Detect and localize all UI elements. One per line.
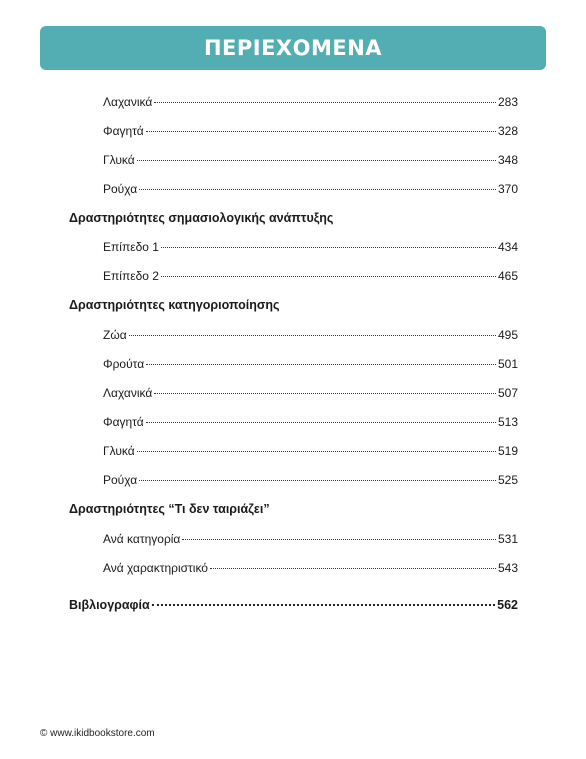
toc-entry-page: 370	[497, 182, 518, 196]
toc-entry-page: 501	[497, 357, 518, 371]
toc-entry-label: Ανά κατηγορία	[103, 532, 181, 546]
toc-entry-page: 328	[497, 124, 518, 138]
toc-entry-label: Λαχανικά	[103, 95, 153, 109]
toc-entry-label: Βιβλιογραφία	[69, 598, 150, 612]
dot-leader	[210, 568, 496, 569]
dot-leader	[137, 451, 496, 452]
toc-entry-bibliography[interactable]	[69, 598, 518, 612]
toc-section-title: Δραστηριότητες “Τι δεν ταιριάζει”	[69, 502, 270, 516]
toc-entry-label: Φρούτα	[103, 357, 145, 371]
toc-entry[interactable]	[103, 328, 518, 342]
toc-entry-page: 525	[497, 473, 518, 487]
toc-entry[interactable]	[103, 415, 518, 429]
toc-entry-label: Λαχανικά	[103, 386, 153, 400]
toc-entry-label: Επίπεδο 2	[103, 269, 159, 283]
toc-entry-page: 434	[497, 240, 518, 254]
toc-entry-label: Φαγητά	[103, 124, 144, 138]
toc-entry[interactable]	[103, 240, 518, 254]
toc-entry-label: Γλυκά	[103, 444, 135, 458]
dot-leader	[139, 189, 496, 190]
toc-entry-label: Ζώα	[103, 328, 127, 342]
toc-entry-page: 513	[497, 415, 518, 429]
dot-leader	[152, 604, 495, 606]
toc-entry-page: 562	[497, 598, 518, 612]
dot-leader	[182, 539, 496, 540]
toc-entry[interactable]	[103, 182, 518, 196]
toc-section-heading	[69, 298, 518, 312]
toc-entry-label: Ρούχα	[103, 473, 138, 487]
toc-entry-label: Ρούχα	[103, 182, 138, 196]
toc-header-banner	[40, 26, 546, 70]
toc-section-title: Δραστηριότητες σημασιολογικής ανάπτυξης	[69, 211, 334, 225]
toc-entry[interactable]	[103, 357, 518, 371]
toc-entry[interactable]	[103, 532, 518, 546]
dot-leader	[146, 422, 496, 423]
toc-entry-page: 465	[497, 269, 518, 283]
dot-leader	[146, 131, 496, 132]
toc-entry[interactable]	[103, 95, 518, 109]
toc-entry[interactable]	[103, 444, 518, 458]
toc-entry-page: 348	[497, 153, 518, 167]
dot-leader	[161, 276, 496, 277]
toc-entry-page: 495	[497, 328, 518, 342]
dot-leader	[154, 102, 496, 103]
dot-leader	[154, 393, 496, 394]
footer-copyright: © www.ikidbookstore.com	[40, 728, 155, 739]
toc-entry-page: 531	[497, 532, 518, 546]
toc-entry-page: 519	[497, 444, 518, 458]
toc-entry-page: 507	[497, 386, 518, 400]
toc-entry[interactable]	[103, 269, 518, 283]
toc-entry-label: Γλυκά	[103, 153, 135, 167]
toc-entry-label: Επίπεδο 1	[103, 240, 159, 254]
toc-section-heading	[69, 211, 518, 225]
toc-entry[interactable]	[103, 153, 518, 167]
toc-entry-label: Φαγητά	[103, 415, 144, 429]
toc-entry-page: 543	[497, 561, 518, 575]
toc-entry[interactable]	[103, 124, 518, 138]
toc-section-title: Δραστηριότητες κατηγοριοποίησης	[69, 298, 280, 312]
toc-entry-page: 283	[497, 95, 518, 109]
dot-leader	[139, 480, 496, 481]
toc-entry[interactable]	[103, 561, 518, 575]
page-title: ΠΕΡΙΕΧΟΜΕΝΑ	[203, 36, 383, 60]
dot-leader	[161, 247, 496, 248]
toc-entry[interactable]	[103, 473, 518, 487]
toc-section-heading	[69, 502, 518, 516]
dot-leader	[137, 160, 496, 161]
dot-leader	[146, 364, 496, 365]
toc-entry[interactable]	[103, 386, 518, 400]
toc-entry-label: Ανά χαρακτηριστικό	[103, 561, 208, 575]
dot-leader	[129, 335, 496, 336]
